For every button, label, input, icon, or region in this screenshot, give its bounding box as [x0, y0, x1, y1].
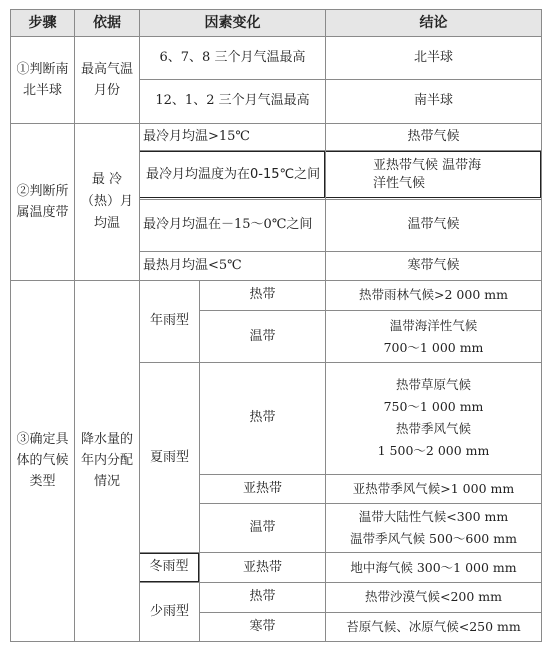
factor-text: 最冷月均温度为在0-15℃之间: [146, 166, 321, 182]
conclusion-cell: 温带气候: [326, 199, 542, 251]
table-row: [11, 123, 542, 151]
table-header-row: [11, 10, 542, 37]
conclusion-cell: [326, 474, 542, 503]
basis-label: 降水量的年内分配情况: [75, 280, 140, 642]
basis-label: 最 冷（热）月均温: [75, 123, 140, 280]
zone-cell: 亚热带: [200, 553, 326, 583]
zone-cell: 热带: [200, 363, 326, 475]
rain-type-cell: 少雨型: [140, 583, 200, 642]
conclusion-cell: [326, 280, 542, 311]
factor-cell: [140, 151, 326, 200]
conclusion-line: 热带雨林气候>2 000 mm: [359, 287, 508, 303]
zone-cell: 亚热带: [200, 474, 326, 503]
table-row: [11, 36, 542, 79]
zone-cell: 热带: [200, 280, 326, 311]
conclusion-line: 热带季风气候: [395, 421, 471, 437]
conclusion-cell: [326, 553, 542, 583]
header-factor: 因素变化: [140, 10, 326, 37]
conclusion-line: 700～1 000 mm: [383, 339, 484, 355]
conclusion-line: 温带季风气候 500～600 mm: [350, 530, 517, 546]
basis-label: 最高气温月份: [75, 36, 140, 123]
conclusion-cell: [326, 311, 542, 363]
conclusion-cell: 北半球: [326, 36, 542, 79]
factor-cell: 最热月均温<5℃: [140, 251, 326, 280]
table-row: [11, 280, 542, 311]
conclusion-line: 750～1 000 mm: [383, 399, 484, 415]
climate-classification-table: [10, 9, 542, 642]
conclusion-line: 温带海洋性气候: [389, 317, 478, 333]
factor-cell: 最冷月均温在－15～0℃之间: [140, 199, 326, 251]
conclusion-line: 热带草原气候: [395, 377, 471, 393]
header-step: 步骤: [11, 10, 75, 37]
header-conclusion: 结论: [326, 10, 542, 37]
header-basis: 依据: [75, 10, 140, 37]
zone-cell: 温带: [200, 311, 326, 363]
conclusion-line: 1 500～2 000 mm: [377, 443, 490, 459]
conclusion-text: 亚热带气候 温带海洋性气候: [373, 157, 482, 191]
conclusion-cell: [326, 583, 542, 613]
zone-cell: 温带: [200, 503, 326, 553]
rain-type-cell: 年雨型: [140, 280, 200, 363]
factor-cell: 最冷月均温>15℃: [140, 123, 326, 151]
rain-type-text: 冬雨型: [149, 559, 189, 575]
rain-type-cell: [140, 553, 200, 583]
rain-type-cell: 夏雨型: [140, 363, 200, 553]
factor-box: [140, 151, 326, 199]
conclusion-cell: 热带气候: [326, 123, 542, 151]
conclusion-cell: [326, 151, 542, 200]
conclusion-line: 热带沙漠气候<200 mm: [364, 589, 502, 605]
step-label: ③确定具体的气候类型: [11, 280, 75, 642]
conclusion-cell: [326, 503, 542, 553]
zone-cell: 热带: [200, 583, 326, 613]
conclusion-line: 苔原气候、冰原气候<250 mm: [346, 618, 521, 634]
conclusion-cell: 寒带气候: [326, 251, 542, 280]
conclusion-line: 亚热带季风气候>1 000 mm: [352, 480, 515, 496]
conclusion-line: 地中海气候 300～1 000 mm: [350, 559, 517, 575]
conclusion-cell: [326, 612, 542, 641]
factor-cell: 12、1、2 三个月气温最高: [140, 80, 326, 123]
zone-cell: 寒带: [200, 612, 326, 641]
step-label: ②判断所属温度带: [11, 123, 75, 280]
conclusion-cell: 南半球: [326, 80, 542, 123]
rain-type-box: [140, 553, 200, 582]
step-label: ①判断南北半球: [11, 36, 75, 123]
conclusion-line: 温带大陆性气候<300 mm: [358, 508, 509, 524]
conclusion-cell: [326, 363, 542, 475]
factor-cell: 6、7、8 三个月气温最高: [140, 36, 326, 79]
conclusion-box: [326, 151, 542, 199]
